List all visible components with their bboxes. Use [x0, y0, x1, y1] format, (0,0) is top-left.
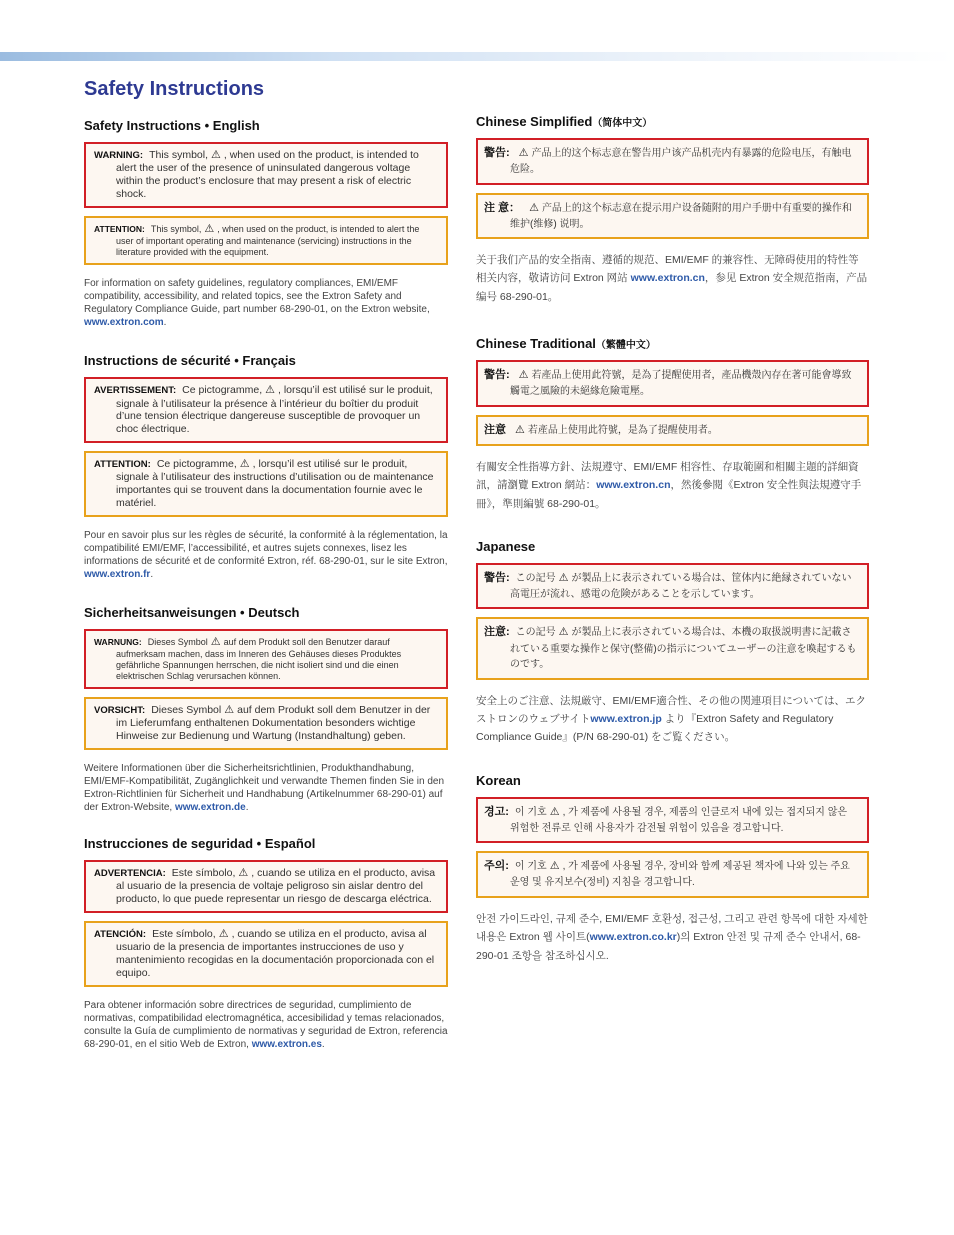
attention-text: 若產品上使用此符號，是為了提醒使用者。 — [527, 424, 718, 436]
section-heading: Sicherheitsanweisungen • Deutsch — [84, 604, 300, 620]
caution-icon: ⚠ — [558, 626, 569, 639]
warning-text-pre: 이 기호 — [514, 806, 547, 818]
info-paragraph — [84, 529, 448, 581]
right-column — [476, 114, 869, 965]
warning-box — [476, 563, 869, 610]
attention-text-pre: Dieses Symbol — [151, 704, 222, 717]
warning-label: 警告: — [484, 571, 510, 584]
warning-box — [84, 142, 448, 208]
warning-label: 警告: — [484, 369, 510, 382]
attention-box — [476, 415, 869, 446]
caution-icon: ⚠ — [204, 222, 215, 235]
caution-icon: ⚠ — [218, 928, 229, 941]
info-tail: )의 Extron 안전 및 규제 준수 안내서, 68-290-01 조항을 참조하십시오. — [476, 931, 861, 962]
info-text: 有關安全性指導方針、法規遵守、EMI/EMF 相容性、存取範圍和相關主題的詳細資訊，請瀏覽 Extron 網站： — [476, 460, 859, 492]
warning-label: 경고: — [484, 805, 509, 818]
section-heading: Safety Instructions • English — [84, 118, 260, 133]
section-heading: Instrucciones de seguridad • Español — [84, 836, 316, 852]
warning-text-pre: Dieses Symbol — [147, 636, 208, 647]
warning-text: が製品上に表示されている場合は、筐体内に絶縁されていない高電圧が流れ、感電の危険があることを示しています。 — [510, 572, 852, 600]
section-heading-text: Chinese Traditional — [476, 336, 596, 352]
attention-box — [84, 697, 448, 750]
attention-box — [84, 216, 448, 265]
extron-link[interactable]: www.extron.cn — [596, 479, 671, 492]
section-spanish — [84, 836, 448, 1051]
info-text: 안전 가이드라인, 규제 준수, EMI/EMF 호환성, 접근성, 그리고 관련 항목에 대한 자세한 내용은 Extron 웹 사이트( — [476, 912, 868, 944]
warning-box — [476, 797, 869, 844]
warning-text-pre: This symbol, — [149, 149, 209, 161]
info-paragraph — [476, 458, 869, 513]
info-text: 关于我们产品的安全指南、遵循的规范、EMI/EMF 的兼容性、无障碍使用的特性等相关内容，敬请访问 Extron 网站 — [476, 254, 859, 285]
attention-label: ATTENTION: — [94, 223, 145, 234]
attention-label: ATENCIÓN: — [94, 929, 147, 941]
info-text: 安全上のご注意、法規厳守、EMI/EMF適合性、その他の関連項目については、エクストロンのウェブサイト — [476, 694, 867, 725]
info-paragraph — [476, 251, 869, 306]
warning-label: AVERTISSEMENT: — [94, 385, 177, 397]
section-english — [84, 118, 448, 329]
section-heading: Instructions de sécurité • Français — [84, 353, 296, 369]
attention-text: 产品上的这个标志意在提示用户设备随附的用户手册中有重要的操作和维护(维修) 说明。 — [510, 202, 852, 230]
warning-label: ADVERTENCIA: — [94, 868, 166, 880]
section-heading: Korean — [476, 772, 521, 788]
warning-label: WARNING: — [94, 150, 144, 161]
attention-box — [84, 921, 448, 987]
attention-text: , 가 제품에 사용될 경우, 장비와 함께 제공된 책자에 나와 있는 주요 운영 및 유지보수(정비) 지침을 경고합니다. — [510, 861, 850, 889]
header-gradient-bar — [0, 52, 954, 61]
warning-text: auf dem Produkt soll den Benutzer darauf aufmerksam machen, dass im Inneren des Gehäuses dieses Produktes gefährliche Spannungen herrschen, die nicht isoliert sind und die einen elektrischen Schlag verursachen können. — [116, 636, 402, 682]
section-heading-sub: （简体中文） — [592, 118, 653, 129]
caution-icon: ⚠ — [515, 423, 525, 436]
attention-box — [476, 851, 869, 898]
shock-warning-icon: ⚠ — [210, 635, 221, 648]
shock-warning-icon: ⚠ — [518, 147, 529, 159]
attention-text: , cuando se utiliza en el producto, avisa al usuario de la presencia de importantes instrucciones de uso y mantenimiento recogidas en la documentación proporcionada con el equipo. — [116, 928, 435, 980]
warning-text-pre: Este símbolo, — [171, 867, 236, 880]
extron-link[interactable]: www.extron.cn — [630, 272, 705, 285]
extron-link[interactable]: www.extron.com — [84, 317, 164, 329]
info-paragraph — [84, 762, 448, 814]
shock-warning-icon: ⚠ — [518, 369, 529, 382]
caution-icon: ⚠ — [549, 860, 560, 873]
section-korean — [476, 773, 869, 965]
section-heading-sub: （繁體中文） — [595, 340, 656, 352]
warning-text: , 가 제품에 사용될 경우, 제품의 인클로저 내에 있는 접지되지 않은 위험한 전류로 인해 사용자가 감전될 위험이 있음을 경고합니다. — [510, 806, 848, 834]
attention-text-pre: Ce pictogramme, — [156, 457, 237, 470]
section-chinese-traditional — [476, 336, 869, 513]
warning-text-pre: この記号 — [515, 572, 556, 584]
warning-label: 警告: — [484, 147, 510, 159]
info-tail: より『Extron Safety and Regulatory Compliance Guide』(P/N 68-290-01) をご覧ください。 — [476, 712, 834, 744]
section-heading — [476, 114, 869, 129]
warning-text: 若產品上使用此符號，是為了提醒使用者，產品機殼內存在著可能會導致觸電之風險的未絕緣危險電壓。 — [510, 370, 852, 398]
section-heading: Japanese — [476, 538, 536, 554]
warning-box — [84, 629, 448, 689]
extron-link[interactable]: www.extron.es — [251, 1038, 322, 1050]
section-heading — [476, 336, 869, 351]
shock-warning-icon: ⚠ — [211, 149, 221, 161]
shock-warning-icon: ⚠ — [265, 384, 275, 397]
info-paragraph — [84, 999, 448, 1051]
info-text: Para obtener información sobre directrices de seguridad, cumplimiento de normativas, compatibilidad electromagnética, accesibilidad y temas relacionados, consulte la Guía de cumplimiento de normativas y seguridad de Extron, referencia 68-290-01, en el sitio Web de Extron, — [84, 999, 448, 1050]
attention-text-pre: Este símbolo, — [152, 928, 216, 941]
info-tail: ，然後參閱《Extron 安全性與法規遵守手冊》，準則編號 68-290-01。 — [476, 479, 862, 510]
attention-text-pre: この記号 — [515, 627, 556, 639]
shock-warning-icon: ⚠ — [238, 867, 249, 880]
info-text: Weitere Informationen über die Sicherheitsrichtlinien, Produkthandhabung, EMI/EMF-Kompatibilität, Zugänglichkeit und verwandte Themen finden Sie in den Extron-Richtlinien für Sicherheit und Handhabung (Artikelnummer 68-290-01) auf der Extron-Website, — [84, 763, 445, 814]
extron-link[interactable]: www.extron.co.kr — [589, 931, 677, 944]
section-german — [84, 605, 448, 814]
info-text: For information on safety guidelines, regulatory compliances, EMI/EMF compatibility, accessibility, and related topics, see the Extron Safety and Regulatory Compliance Guide, part number 68-290-01, on the Extron website, — [84, 278, 430, 316]
attention-label: 注意 — [484, 423, 506, 436]
warning-text: , when used on the product, is intended to alert the user of the presence of uninsulated dangerous voltage within the product’s enclosure that may present a risk of electric shock. — [116, 149, 419, 200]
attention-text: , lorsqu’il est utilisé sur le produit, signale à l’utilisateur des instructions d’utilisation ou de maintenance importantes qui se trouvent dans la documentation fournie avec le matériel. — [116, 457, 434, 509]
attention-text-pre: 이 기호 — [514, 861, 547, 873]
shock-warning-icon: ⚠ — [549, 805, 560, 818]
info-tail: . — [150, 568, 154, 580]
section-chinese-simplified — [476, 114, 869, 306]
info-tail: . — [321, 1038, 325, 1050]
page-title: Safety Instructions — [84, 78, 265, 100]
attention-box — [84, 451, 448, 517]
attention-text: auf dem Produkt soll dem Benutzer in der im Lieferumfang enthaltenen Dokumentation besonders wichtige Hinweise zur Bedienung und Wartung (Instandhaltung) geben. — [116, 704, 431, 743]
info-paragraph — [476, 910, 869, 965]
info-text: Pour en savoir plus sur les règles de sécurité, la conformité à la réglementation, la compatibilité EMI/EMF, l’accessibilité, et autres sujets connexes, lisez les informations de sécurité et de conformité Extron, réf. 68-290-01, sur le site Extron, — [84, 529, 448, 567]
caution-icon: ⚠ — [529, 201, 539, 214]
info-tail: . — [245, 802, 249, 814]
shock-warning-icon: ⚠ — [558, 571, 569, 584]
section-japanese — [476, 539, 869, 747]
warning-text-pre: Ce pictogramme, — [182, 384, 263, 397]
warning-box — [476, 138, 869, 185]
extron-link[interactable]: www.extron.jp — [590, 712, 662, 725]
caution-icon: ⚠ — [224, 704, 235, 717]
info-tail: . — [163, 317, 167, 329]
info-paragraph — [476, 692, 869, 747]
attention-text-pre: This symbol, — [150, 223, 202, 234]
warning-text: , lorsqu’il est utilisé sur le produit, signale à l’utilisateur la présence à l’intérieur du boîtier du produit d’une tension électrique dangereuse susceptible de provoquer un choc électrique. — [116, 384, 433, 436]
attention-label: 주의: — [484, 860, 509, 873]
caution-icon: ⚠ — [239, 457, 250, 470]
warning-text: , cuando se utiliza en el producto, avisa al usuario de la presencia de voltaje peligroso sin aislar dentro del producto, lo que puede representar un riesgo de descarga eléctrica. — [116, 867, 436, 906]
attention-text: が製品上に表示されている場合は、本機の取扱説明書に記載されている重要な操作と保守(整備)の指示についてユーザーの注意を喚起するものです。 — [510, 627, 857, 671]
section-french — [84, 353, 448, 581]
info-paragraph — [84, 277, 448, 329]
attention-label: ATTENTION: — [94, 458, 151, 470]
attention-label: VORSICHT: — [94, 705, 146, 717]
left-column — [84, 118, 448, 1051]
attention-box — [476, 617, 869, 679]
warning-box — [84, 377, 448, 443]
attention-text: , when used on the product, is intended to alert the user of important operating and maintenance (servicing) instructions in the literature provided with the equipment. — [116, 223, 420, 258]
warning-label: WARNUNG: — [94, 636, 142, 647]
extron-link[interactable]: www.extron.fr — [84, 568, 151, 580]
attention-box — [476, 193, 869, 240]
section-heading-text: Chinese Simplified — [476, 114, 593, 129]
info-tail: ，参见 Extron 安全规范指南，产品编号 68-290-01。 — [476, 272, 868, 303]
warning-text: 产品上的这个标志意在警告用户该产品机壳内有暴露的危险电压，有触电危险。 — [510, 148, 852, 176]
attention-label: 注意: — [484, 626, 510, 639]
attention-label: 注 意： — [484, 201, 521, 214]
warning-box — [84, 860, 448, 913]
warning-box — [476, 360, 869, 407]
extron-link[interactable]: www.extron.de — [174, 802, 246, 814]
